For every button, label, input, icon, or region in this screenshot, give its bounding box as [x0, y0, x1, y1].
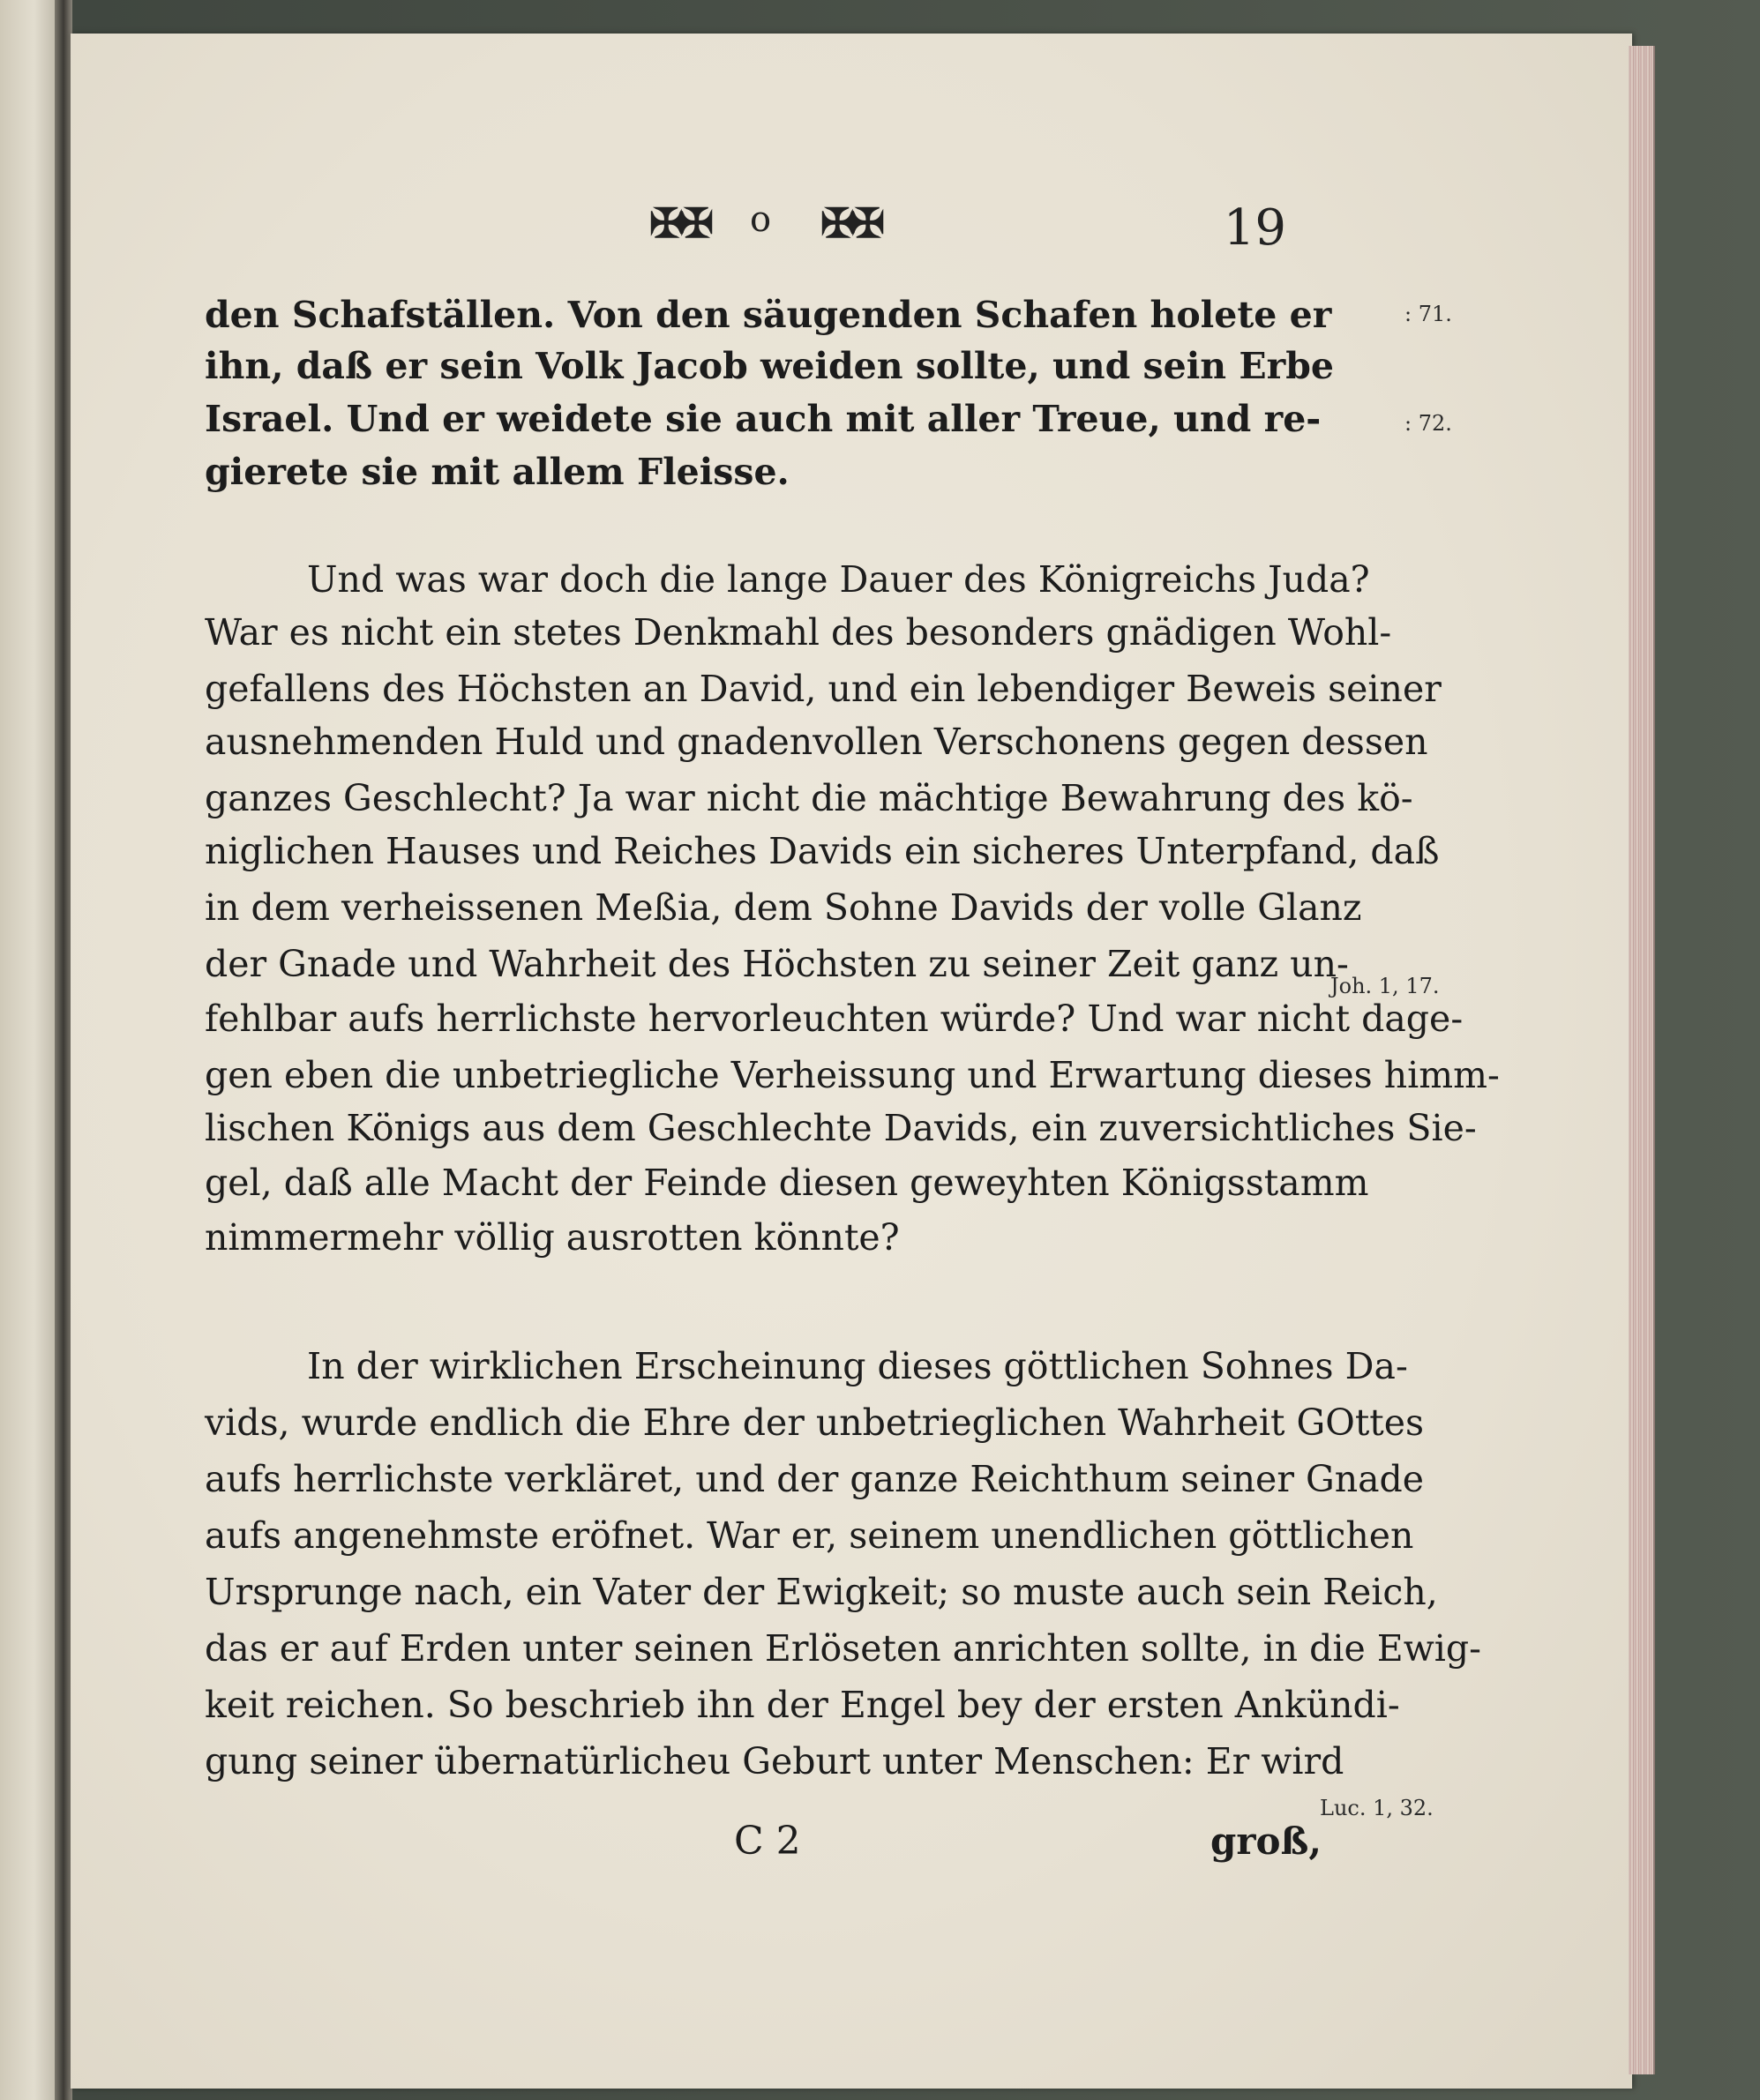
header-ornament-center: o [750, 199, 772, 240]
text-line: gefallens des Höchsten an David, und ein lebendiger Beweis seiner [205, 668, 1442, 710]
text-line: aufs angenehmste eröfnet. War er, seinem unendlichen göttlichen [205, 1514, 1414, 1557]
text-line: Und was war doch die lange Dauer des Königreichs Juda? [307, 558, 1370, 601]
text-line: fehlbar aufs herrlichste hervorleuchten würde? Und war nicht dage- [205, 998, 1464, 1040]
text-line: gung seiner übernatürlicheu Geburt unter Menschen: Er wird [205, 1740, 1344, 1782]
text-line: vids, wurde endlich die Ehre der unbetrieglichen Wahrheit GOttes [205, 1401, 1425, 1444]
text-line: lischen Königs aus dem Geschlechte Davids, ein zuversichtliches Sie- [205, 1107, 1477, 1149]
text-line: den Schafställen. Von den säugenden Schafen holete er [205, 294, 1332, 336]
text-line: Israel. Und er weidete sie auch mit aller Treue, und re- [205, 398, 1322, 440]
text-line: ganzes Geschlecht? Ja war nicht die mächtige Bewahrung des kö- [205, 777, 1413, 819]
book-gutter [55, 0, 72, 2100]
text-line: nimmermehr völlig ausrotten könnte? [205, 1216, 900, 1259]
margin-note: : 72. [1404, 411, 1452, 436]
text-line: In der wirklichen Erscheinung dieses göttlichen Sohnes Da- [307, 1345, 1408, 1387]
text-line: gen eben die unbetriegliche Verheissung und Erwartung dieses himm- [205, 1054, 1500, 1096]
text-line: keit reichen. So beschrieb ihn der Engel bey der ersten Ankündi- [205, 1684, 1400, 1726]
header-ornament-left: ✠✠ [649, 199, 711, 247]
text-line: der Gnade und Wahrheit des Höchsten zu seiner Zeit ganz un- [205, 943, 1349, 985]
text-line: Ursprunge nach, ein Vater der Ewigkeit; so muste auch sein Reich, [205, 1571, 1438, 1613]
margin-note: Joh. 1, 17. [1330, 974, 1440, 998]
margin-note: Luc. 1, 32. [1320, 1796, 1434, 1820]
text-line: aufs herrlichste verkläret, und der ganze Reichthum seiner Gnade [205, 1458, 1425, 1500]
margin-note: : 71. [1404, 302, 1452, 326]
header-ornament-right: ✠✠ [820, 199, 882, 247]
text-line: ihn, daß er sein Volk Jacob weiden sollte, und sein Erbe [205, 345, 1334, 387]
text-line: gel, daß alle Macht der Feinde diesen geweyhten Königsstamm [205, 1162, 1369, 1204]
text-line: ausnehmenden Huld und gnadenvollen Verschonens gegen dessen [205, 721, 1428, 763]
text-line: in dem verheissenen Meßia, dem Sohne Davids der volle Glanz [205, 886, 1362, 929]
text-line: niglichen Hauses und Reiches Davids ein sicheres Unterpfand, daß [205, 830, 1440, 872]
signature-mark: C 2 [734, 1819, 801, 1864]
catchword: groß, [1210, 1820, 1322, 1863]
text-line: das er auf Erden unter seinen Erlöseten anrichten sollte, in die Ewig- [205, 1627, 1482, 1670]
left-page-edge [0, 0, 62, 2100]
page-block-edge [1629, 46, 1655, 2074]
page-number: 19 [1223, 199, 1286, 257]
text-line: gierete sie mit allem Fleisse. [205, 451, 790, 493]
text-line: War es nicht ein stetes Denkmahl des besonders gnädigen Wohl- [205, 611, 1392, 654]
